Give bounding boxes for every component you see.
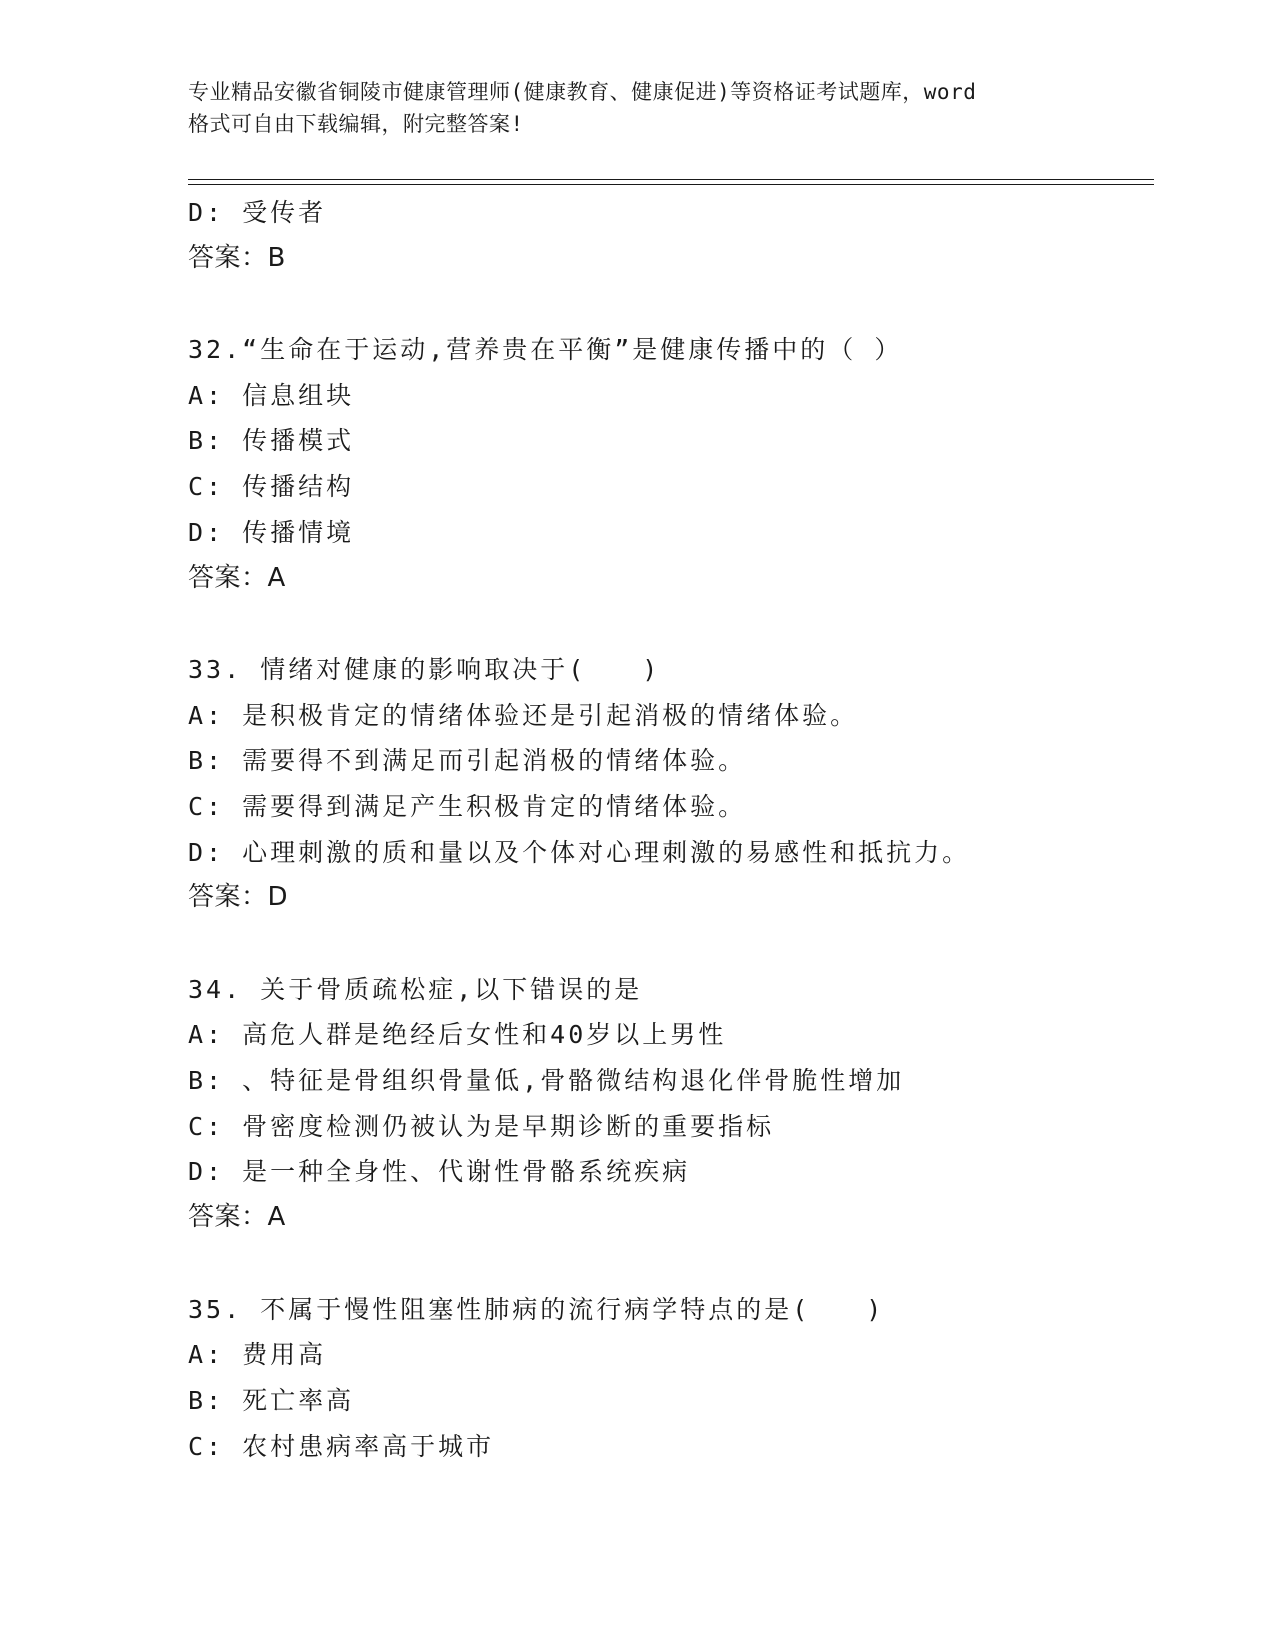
header-divider-top	[188, 179, 1154, 180]
spacer	[188, 281, 1168, 327]
header-divider-bottom	[188, 184, 1154, 185]
question-35	[188, 1287, 1168, 1470]
question-34	[188, 967, 1168, 1241]
question-33	[188, 647, 1168, 921]
question-stem: 33. 情绪对健康的影响取决于( )	[188, 654, 661, 684]
question-stem: 32.“生命在于运动,营养贵在平衡”是健康传播中的（ ）	[188, 335, 903, 365]
option-a: A: 信息组块	[188, 380, 355, 410]
spacer	[188, 1241, 1168, 1287]
question-stem: 35. 不属于慢性阻塞性肺病的流行病学特点的是( )	[188, 1294, 885, 1324]
header-line-1: 专业精品安徽省铜陵市健康管理师(健康教育、健康促进)等资格证考试题库，word	[188, 80, 977, 104]
option-d: D: 是一种全身性、代谢性骨骼系统疾病	[188, 1157, 691, 1187]
option-b: B: 传播模式	[188, 426, 355, 456]
option-b: B: 需要得不到满足而引起消极的情绪体验。	[188, 746, 747, 776]
option-d: D: 心理刺激的质和量以及个体对心理刺激的易感性和抵抗力。	[188, 837, 971, 867]
question-stem: 34. 关于骨质疏松症,以下错误的是	[188, 974, 643, 1004]
answer: 答案：A	[188, 1202, 286, 1233]
option-c: C: 传播结构	[188, 472, 355, 502]
question-32	[188, 327, 1168, 601]
option-a: A: 费用高	[188, 1340, 327, 1370]
option-a: A: 高危人群是绝经后女性和40岁以上男性	[188, 1020, 727, 1050]
question-list	[188, 190, 1168, 1469]
carryover-option-d: D: 受传者	[188, 198, 327, 227]
option-b: B: 、特征是骨组织骨量低,骨骼微结构退化伴骨脆性增加	[188, 1066, 905, 1096]
option-a: A: 是积极肯定的情绪体验还是引起消极的情绪体验。	[188, 700, 859, 730]
page-header	[188, 76, 1088, 140]
carryover-answer: 答案：B	[188, 242, 286, 273]
answer: 答案：D	[188, 882, 289, 913]
spacer	[188, 601, 1168, 647]
option-d: D: 传播情境	[188, 517, 355, 547]
option-c: C: 农村患病率高于城市	[188, 1431, 495, 1461]
option-c: C: 需要得到满足产生积极肯定的情绪体验。	[188, 791, 747, 821]
option-b: B: 死亡率高	[188, 1385, 355, 1415]
option-c: C: 骨密度检测仍被认为是早期诊断的重要指标	[188, 1111, 775, 1141]
answer: 答案：A	[188, 562, 286, 593]
spacer	[188, 921, 1168, 967]
header-line-2: 格式可自由下载编辑，附完整答案!	[188, 112, 524, 136]
